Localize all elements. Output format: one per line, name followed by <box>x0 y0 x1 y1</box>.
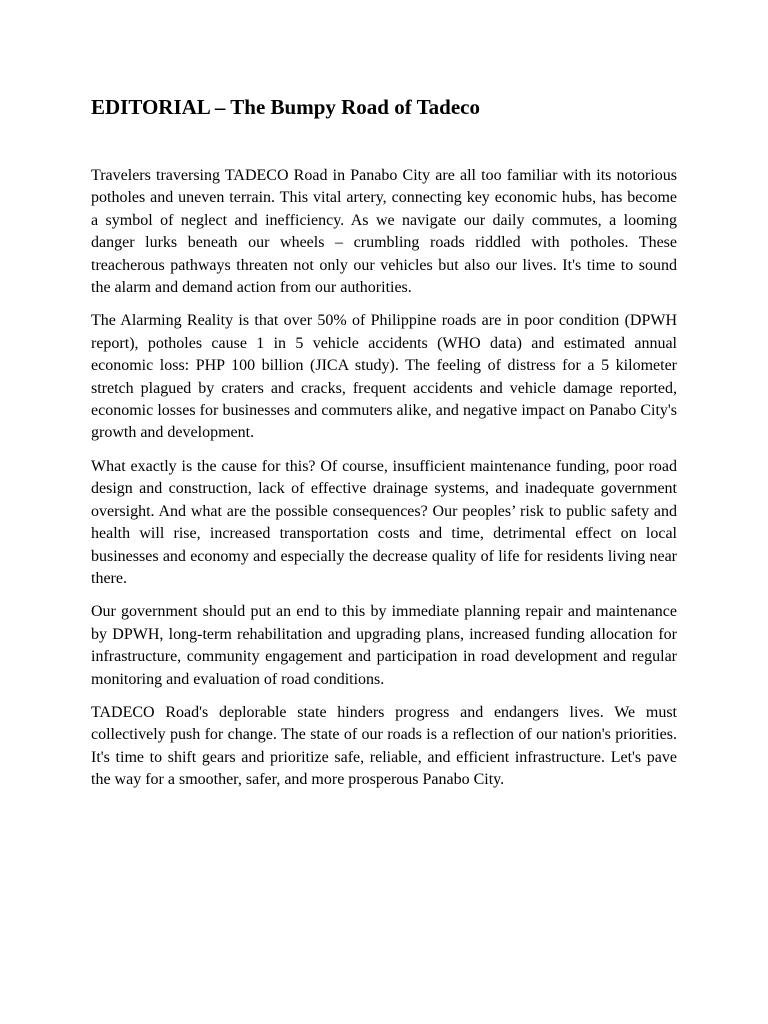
paragraph-conclusion: TADECO Road's deplorable state hinders progress and endangers lives. We must collectively push for change. The state of our roads is a reflection of our nation's priorities. It's time to shift gears and prioritize safe, reliable, and efficient infrastructure. Let's pave the way for a smoother, safer, and more prosperous Panabo City. <box>91 703 677 789</box>
paragraph-solutions: Our government should put an end to this by immediate planning repair and maintenance by DPWH, long-term rehabilitation and upgrading plans, increased funding allocation for infrastructure, community engagement and participation in road development and regular monitoring and evaluation of road conditions. <box>91 603 677 688</box>
editorial-title: EDITORIAL – The Bumpy Road of Tadeco <box>91 95 481 119</box>
paragraph-causes-consequences: What exactly is the cause for this? Of course, insufficient maintenance funding, poor road design and construction, lack of effective drainage systems, and inadequate government oversight. And what are the possible consequences? Our peoples’ risk to public safety and health will rise, increased transportation costs and time, detrimental effect on local businesses and economy and especially the decrease quality of life for residents living near there. <box>91 457 677 587</box>
paragraph-intro: Travelers traversing TADECO Road in Panabo City are all too familiar with its notorious potholes and uneven terrain. This vital artery, connecting key economic hubs, has become a symbol of neglect and inefficiency. As we navigate our daily commutes, a looming danger lurks beneath our wheels – crumbling roads riddled with potholes. These treacherous pathways threaten not only our vehicles but also our lives. It's time to sound the alarm and demand action from our authorities. <box>91 167 677 297</box>
paragraph-alarming-reality: The Alarming Reality is that over 50% of Philippine roads are in poor condition (DPWH report), potholes cause 1 in 5 vehicle accidents (WHO data) and estimated annual economic loss: PHP 100 billion (JICA study). The feeling of distress for a 5 kilometer stretch plagued by craters and cracks, frequent accidents and vehicle damage reported, economic losses for businesses and commuters alike, and negative impact on Panabo City's growth and development. <box>91 312 677 442</box>
editorial-body <box>91 165 677 803</box>
